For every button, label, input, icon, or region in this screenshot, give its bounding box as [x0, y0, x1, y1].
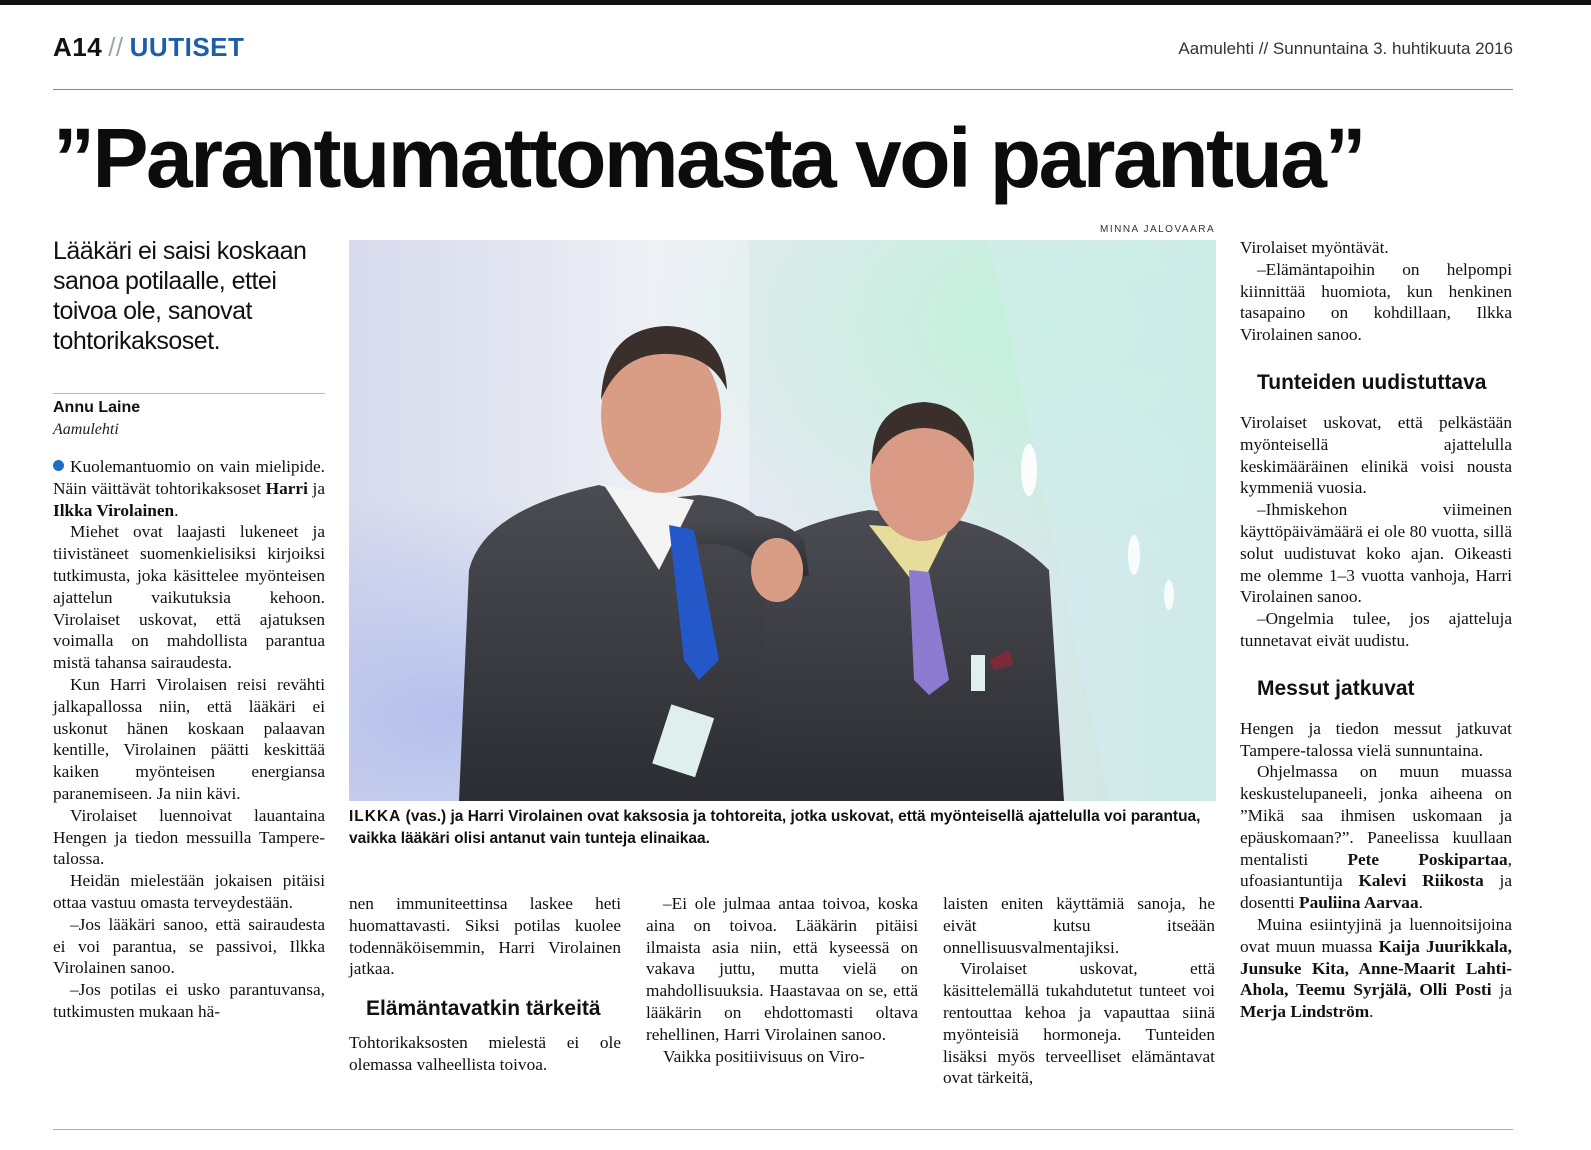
column-3-paragraph: Vaikka positiivisuus on Viro-	[663, 1046, 865, 1066]
byline-outlet: Aamulehti	[53, 421, 119, 438]
caption-text: (vas.) ja Harri Virolainen ovat kaksosia ja tohtoreita, jotka uskovat, että myönteisellä ajattelulla voi parantua, vaikka lääkäri olisi antanut vain tunteja elinaikaa.	[349, 808, 1201, 847]
column-5-paragraph: Virolaiset uskovat, että pelkästään myönteisellä ajattelulla keskimääräinen elinikä voisi nousta kymmeniä vuosia.	[1240, 412, 1512, 498]
person-name: Ilkka Virolainen	[53, 500, 175, 520]
text-run: ja dosentti	[1240, 871, 1512, 913]
column-1-paragraph: Virolaiset luennoivat lauantaina Hengen ja tiedon messuilla Tampere-talossa.	[53, 805, 325, 869]
column-1-paragraph: –Jos potilas ei usko parantuvansa, tutkimusten mukaan hä-	[53, 980, 325, 1021]
top-border	[0, 0, 1591, 5]
photo-caption	[349, 806, 1219, 850]
column-5-paragraph: –Ongelmia tulee, jos ajatteluja tunnetavat eivät uudistu.	[1240, 609, 1512, 650]
column-5-paragraph: Virolaiset myöntävät.	[1240, 238, 1389, 257]
photo-credit: MINNA JALOVAARA	[1100, 224, 1216, 235]
subheading: Elämäntavatkin tärkeitä	[366, 997, 601, 1021]
byline-rule	[53, 393, 325, 394]
column-1-paragraph: Heidän mielestään jokaisen pitäisi ottaa vastuu omasta terveydestään.	[53, 871, 325, 912]
subheading: Tunteiden uudistuttava	[1257, 370, 1487, 394]
person-name: Merja Lindström	[1240, 1002, 1370, 1022]
column-5-paragraph	[1240, 761, 1512, 914]
section-separator: //	[108, 32, 124, 62]
headline: ”Parantumattomasta voi parantua”	[53, 111, 1365, 205]
column-4-paragraph: Virolaiset uskovat, että käsittelemällä tukahdutetut tunteet voi rentouttaa kehoa ja vapauttaa siinä myönteisiä hormoneja. Tunteiden lisäksi myös terveelliset elämäntavat ovat tärkeitä,	[943, 959, 1215, 1088]
page-number: A14	[53, 32, 103, 62]
section-name: UUTISET	[129, 32, 245, 62]
column-5-paragraph: –Elämäntapoihin on helpompi kiinnittää huomiota, kun henkinen tasapaino on kohdillaan, Ilkka Virolainen sanoo.	[1240, 259, 1512, 345]
column-1-paragraph: –Jos lääkäri sanoo, että sairaudesta ei voi parantua, se passivoi, Ilkka Virolainen sanoo.	[53, 914, 325, 978]
column-2-paragraph: Tohtorikaksosten mielestä ei ole olemassa valheellista toivoa.	[349, 1033, 621, 1074]
column-4	[943, 893, 1215, 1089]
person-name: Harri	[265, 478, 308, 498]
column-1-paragraph	[53, 456, 325, 521]
column-1-paragraph: Miehet ovat laajasti lukeneet ja tiivistäneet suomenkielisiksi kirjoiksi tutkimusta, joka käsittelee myönteisen ajattelun vaikutuksia kehoon. Virolaiset uskovat, että ajatuksen voimalla on mahdollista parantua mistä tahansa sairaudesta.	[53, 522, 325, 673]
text-run: Ohjelmassa on muun muassa keskustelupaneeli, jonka aiheena on ”Mikä saa ihmisen uskomaan ja epäuskomaan?”. Paneelissa kuullaan mentalisti	[1240, 762, 1512, 869]
column-4-paragraph: laisten eniten käyttämiä sanoja, he eivät kutsu itseään onnellisuusvalmentajiksi.	[943, 894, 1215, 957]
subheading: Messut jatkuvat	[1257, 676, 1415, 700]
footer-rule	[53, 1129, 1513, 1130]
article-photo	[349, 240, 1216, 801]
person-name: Pete Poskipartaa	[1347, 849, 1508, 869]
column-5-paragraph: –Ihmiskehon viimeinen käyttöpäivämäärä ei ole 80 vuotta, sillä solut uudistuvat koko ajan. Oikeasti me olemme 1–3 vuotta vanhoja, Harri Virolainen sanoo.	[1240, 500, 1512, 607]
byline-author: Annu Laine	[53, 399, 141, 416]
text-run: .	[1369, 1002, 1374, 1022]
text-run: Muina esiintyjinä ja luennoitsijoina ovat muun muassa	[1240, 914, 1512, 956]
lead-paragraph: Lääkäri ei saisi koskaan sanoa potilaalle, ettei toivoa ole, sanovat tohtorikaksoset.	[53, 237, 307, 355]
section-label	[53, 32, 244, 63]
column-5	[1240, 237, 1512, 1023]
photo-illustration	[349, 240, 1216, 801]
text-run: ja	[307, 478, 325, 498]
header-rule	[53, 89, 1513, 90]
column-5-paragraph: Hengen ja tiedon messut jatkuvat Tampere-talossa vielä sunnuntaina.	[1240, 718, 1512, 760]
column-2-paragraph: nen immuniteettinsa laskee heti huomattavasti. Siksi potilas kuolee todennäköisemmin, Harri Virolainen jatkaa.	[349, 894, 621, 979]
text-run: Kuolemantuomio on vain mielipide. Näin väittävät tohtorikaksoset	[53, 457, 325, 498]
column-2	[349, 893, 621, 1076]
bullet-icon	[53, 460, 64, 471]
column-3-paragraph: –Ei ole julmaa antaa toivoa, koska aina on toivoa. Lääkärin pitäisi ilmaista asia niin, että kyseessä on vakava juttu, mutta vielä on mahdollisuuksia. Haastavaa on se, että lääkärin on ehdottomasti oltava rehellinen, Harri Virolainen sanoo.	[646, 894, 918, 1044]
text-run: , ufoasiantuntija	[1240, 849, 1512, 891]
text-run: .	[1418, 893, 1423, 913]
caption-lead: ILKKA	[349, 808, 402, 825]
text-run: .	[174, 500, 179, 520]
column-5-paragraph	[1240, 914, 1512, 1023]
person-name: Kalevi Riikosta	[1358, 871, 1484, 891]
text-run: ja	[1491, 980, 1512, 1000]
column-3	[646, 893, 918, 1067]
column-1-paragraph: Kun Harri Virolaisen reisi revähti jalkapallossa niin, että lääkäri ei uskonut hänen koskaan palaavan kentille, Virolainen päätti keskittää kaiken myönteisen energiansa paranemiseen. Ja niin kävi.	[53, 674, 325, 803]
person-name: Pauliina Aarvaa	[1299, 893, 1419, 913]
column-1	[53, 456, 325, 1023]
person-name: Kaija Juurikkala, Junsuke Kita, Anne-Maarit Lahti-Ahola, Teemu Syrjälä, Olli Posti	[1240, 936, 1513, 1000]
dateline: Aamulehti // Sunnuntaina 3. huhtikuuta 2016	[1178, 39, 1513, 58]
